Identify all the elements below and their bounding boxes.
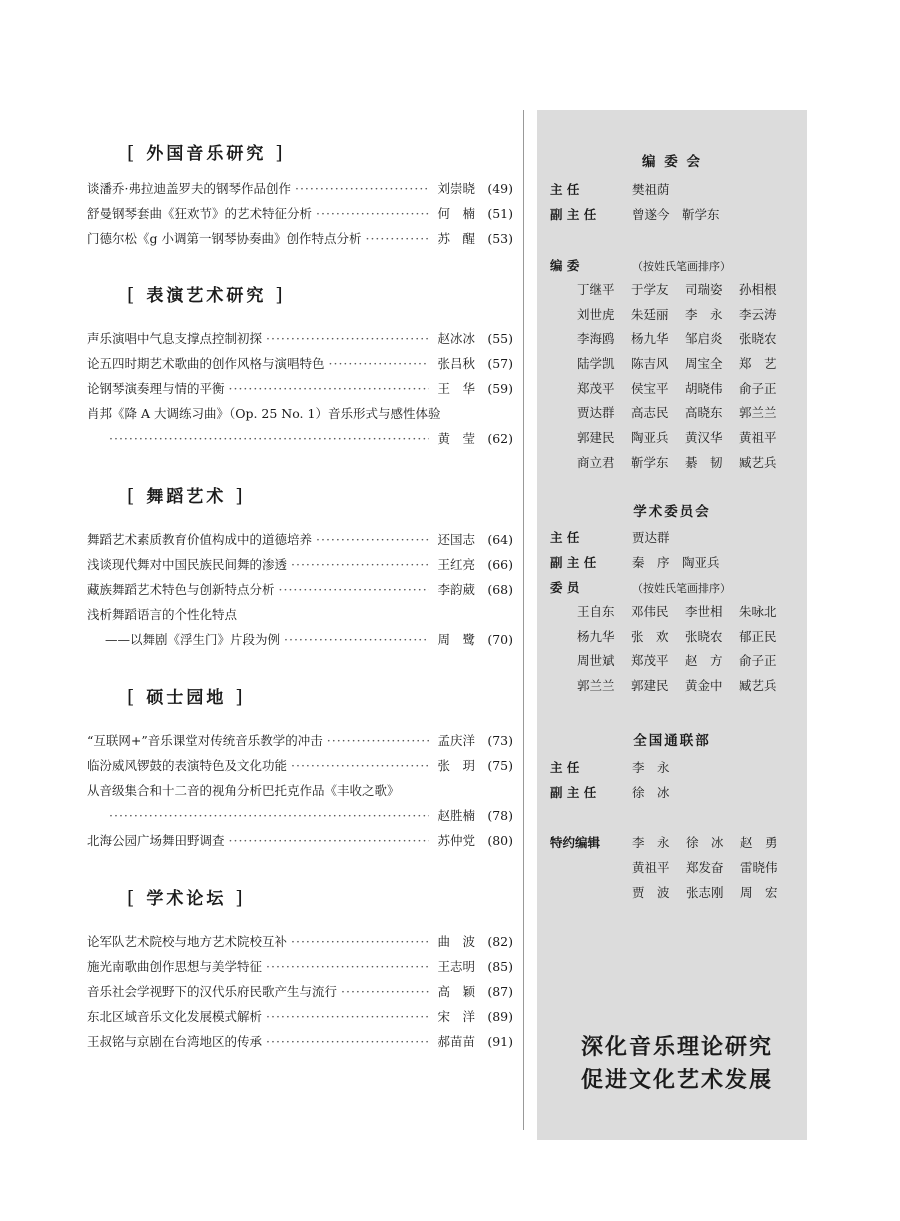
member-row: 周世斌 郑茂平 赵 方 俞子正 (577, 653, 777, 669)
editorial-vice-row: 副 主 任 曾遂今 靳学东 (550, 207, 720, 222)
toc-entry[interactable]: 舒曼钢琴套曲《狂欢节》的艺术特征分析 ····· 何 楠 (51) (87, 201, 513, 226)
toc-entry[interactable]: 论五四时期艺术歌曲的创作风格与演唱特色 ····· 张吕秋 (57) (87, 351, 513, 376)
toc-entry[interactable]: 藏族舞蹈艺术特色与创新特点分析 ····· 李韵葳 (68) (87, 577, 513, 602)
member-row: 陆学凯 陈吉风 周宝全 郑 艺 (577, 356, 777, 372)
masthead-sidebar (537, 110, 807, 1140)
member-row: 郑茂平 侯宝平 胡晓伟 俞子正 (577, 380, 777, 396)
special-editors-row: 黄祖平 郑发奋 雷晓伟 (632, 860, 778, 875)
member-row: 李海鸥 杨九华 邹启炎 张晓农 (577, 331, 777, 347)
toc-entry[interactable]: “互联网+”音乐课堂对传统音乐教学的冲击 ····· 孟庆洋 (73) (87, 728, 513, 753)
member-row: 王自东 邓伟民 李世相 朱咏北 (577, 604, 777, 619)
liaison-title: 全国通联部 (633, 733, 711, 749)
academic-members-row: 委 员 （按姓氏笔画排序） (550, 580, 731, 595)
academic-director-row: 主 任 贾达群 (550, 530, 670, 545)
academic-vice-row: 副 主 任 秦 序 陶亚兵 (550, 555, 720, 570)
toc-entry[interactable]: 东北区域音乐文化发展模式解析 ····· 宋 洋 (89) (87, 1004, 513, 1029)
toc-entry[interactable]: ——以舞剧《浮生门》片段为例 ····· 周 鹭 (70) (87, 627, 513, 652)
editorial-board-title: 编 委 会 (642, 154, 702, 170)
toc-entry[interactable]: ····· 赵胜楠 (78) (87, 803, 513, 828)
toc-entry[interactable]: 舞蹈艺术素质教育价值构成中的道德培养 ····· 还国志 (64) (87, 527, 513, 552)
member-row: 刘世虎 朱廷丽 李 永 李云涛 (577, 306, 777, 322)
section-header: [ 学术论坛 ] (127, 887, 246, 909)
toc-entry-title[interactable]: 肖邦《降 A 大调练习曲》（Op. 25 No. 1）音乐形式与感性体验 (87, 406, 441, 421)
section-header: [ 硕士园地 ] (127, 686, 246, 708)
slogan-line: 促进文化艺术发展 (580, 1067, 773, 1093)
special-editors-row: 贾 波 张志刚 周 宏 (632, 885, 778, 900)
table-of-contents (87, 130, 513, 1054)
member-row: 郭兰兰 郭建民 黄金中 臧艺兵 (577, 678, 777, 694)
section-header: [ 外国音乐研究 ] (127, 142, 286, 164)
toc-entry-title[interactable]: 浅析舞蹈语言的个性化特点 (87, 607, 238, 622)
editorial-members-row: 编 委 （按姓氏笔画排序） (550, 258, 731, 273)
toc-entry[interactable]: 声乐演唱中气息支撑点控制初探 ····· 赵冰冰 (55) (87, 326, 513, 351)
member-row: 贾达群 高志民 高晓东 郭兰兰 (577, 405, 777, 421)
member-row: 郭建民 陶亚兵 黄汉华 黄祖平 (577, 430, 777, 446)
toc-section (87, 138, 513, 251)
column-divider (523, 110, 524, 1130)
toc-section (87, 481, 513, 652)
section-header: [ 舞蹈艺术 ] (127, 485, 246, 507)
editorial-members-grid (577, 278, 793, 476)
toc-section (87, 883, 513, 1054)
toc-entry[interactable]: ····· 黄 莹 (62) (87, 426, 513, 451)
toc-section (87, 280, 513, 451)
toc-entry[interactable]: 浅谈现代舞对中国民族民间舞的渗透 ····· 王红亮 (66) (87, 552, 513, 577)
toc-section (87, 682, 513, 853)
member-row: 杨九华 张 欢 张晓农 郁正民 (577, 628, 777, 644)
liaison-director-row: 主 任 李 永 (550, 760, 670, 775)
toc-entry[interactable]: 临汾威风锣鼓的表演特色及文化功能 ····· 张 玥 (75) (87, 753, 513, 778)
toc-entry[interactable]: 施光南歌曲创作思想与美学特征 ····· 王志明 (85) (87, 954, 513, 979)
toc-entry[interactable]: 北海公园广场舞田野调查 ····· 苏仲党 (80) (87, 828, 513, 853)
toc-entry-title[interactable]: 从音级集合和十二音的视角分析巴托克作品《丰收之歌》 (87, 783, 400, 798)
academic-members-grid (577, 600, 793, 699)
toc-entry[interactable]: 音乐社会学视野下的汉代乐府民歌产生与流行 ····· 高 颖 (87) (87, 979, 513, 1004)
toc-entry[interactable]: 论钢琴演奏理与情的平衡 ····· 王 华 (59) (87, 376, 513, 401)
slogan-line: 深化音乐理论研究 (580, 1034, 773, 1060)
toc-entry[interactable]: 王叔铭与京剧在台湾地区的传承 ····· 郝苗苗 (91) (87, 1029, 513, 1054)
section-header: [ 表演艺术研究 ] (127, 284, 286, 306)
academic-committee-title: 学术委员会 (633, 504, 711, 520)
toc-entry[interactable]: 谈潘乔·弗拉迪盖罗夫的钢琴作品创作 ····· 刘崇晓 (49) (87, 176, 513, 201)
special-editors-row: 特约编辑 李 永 徐 冰 赵 勇 (550, 835, 778, 850)
toc-entry[interactable]: 论军队艺术院校与地方艺术院校互补 ····· 曲 波 (82) (87, 929, 513, 954)
toc-entry[interactable]: 门德尔松《g 小调第一钢琴协奏曲》创作特点分析 ····· 苏 醒 (53) (87, 226, 513, 251)
member-row: 商立君 靳学东 綦 韧 臧艺兵 (577, 454, 777, 470)
editorial-director-row: 主 任 樊祖荫 (550, 182, 670, 197)
member-row: 丁继平 于学友 司瑞姿 孙相根 (577, 282, 777, 297)
liaison-vice-row: 副 主 任 徐 冰 (550, 785, 670, 800)
